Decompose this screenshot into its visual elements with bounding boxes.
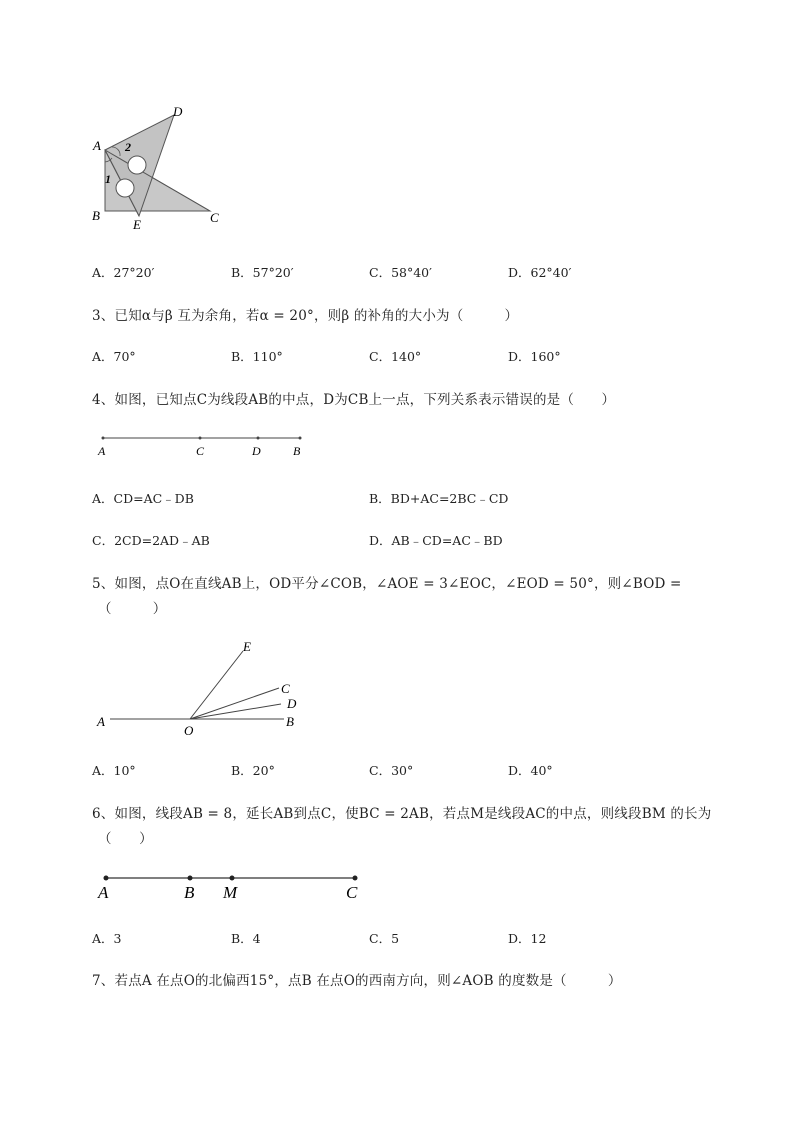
q3-option-c: C．140° xyxy=(369,349,422,364)
q3-question: 3、已知α与β 互为余角，若α = 20°，则β 的补角的大小为（ ） xyxy=(92,308,519,324)
q3-option-b: B．110° xyxy=(231,349,283,364)
fig1-label-c: C xyxy=(210,210,219,225)
q2-option-a: A．27°20′ xyxy=(92,265,155,280)
q4-label-b: B xyxy=(293,444,301,458)
q5-label-c: C xyxy=(281,681,290,696)
q6-option-a: A．3 xyxy=(92,931,122,946)
fig1-label-d: D xyxy=(173,104,183,119)
q4-question: 4、如图，已知点C为线段AB的中点，D为CB上一点，下列关系表示错误的是（ ） xyxy=(92,392,616,408)
q6-question-line1: 6、如图，线段AB = 8，延长AB到点C，使BC = 2AB，若点M是线段AC的中点，则线段BM 的长为 xyxy=(92,806,712,822)
q4-label-d: D xyxy=(252,444,261,458)
q5-question-line1: 5、如图，点O在直线AB上，OD平分∠COB，∠AOE = 3∠EOC，∠EOD = 50°，则∠BOD = xyxy=(92,576,682,592)
q6-option-b: B．4 xyxy=(231,931,261,946)
q2-option-c: C．58°40′ xyxy=(369,265,432,280)
q7-question: 7、若点A 在点O的北偏西15°，点B 在点O的西南方向，则∠AOB 的度数是（ ） xyxy=(92,973,622,989)
q6-label-c: C xyxy=(346,883,358,902)
q5-option-a: A．10° xyxy=(92,763,136,778)
q6-option-c: C．5 xyxy=(369,931,400,946)
q5-question-line2: （ ） xyxy=(98,601,167,617)
q5-option-c: C．30° xyxy=(369,763,414,778)
q6-label-b: B xyxy=(184,883,195,902)
q2-option-b: B．57°20′ xyxy=(231,265,294,280)
q3-option-a: A．70° xyxy=(92,349,136,364)
q5-option-d: D．40° xyxy=(508,763,553,778)
q6-question-line2: （ ） xyxy=(98,831,153,847)
fig1-label-2: 2 xyxy=(125,140,131,154)
q3-option-d: D．160° xyxy=(508,349,561,364)
q4-option-a: A．CD=AC﹣DB xyxy=(92,491,194,506)
fig1-label-e: E xyxy=(133,217,141,232)
q4-label-c: C xyxy=(196,444,205,458)
q5-label-a: A xyxy=(97,714,105,729)
q2-option-d: D．62°40′ xyxy=(508,265,572,280)
q5-label-b: B xyxy=(286,714,294,729)
q5-label-o: O xyxy=(184,723,194,738)
fig1-label-b: B xyxy=(92,208,100,223)
q6-label-m: M xyxy=(223,883,238,902)
fig1-label-a: A xyxy=(93,138,101,153)
q4-option-d: D．AB﹣CD=AC﹣BD xyxy=(369,533,503,548)
q5-option-b: B．20° xyxy=(231,763,275,778)
q6-label-a: A xyxy=(98,883,109,902)
q4-option-c: C．2CD=2AD﹣AB xyxy=(92,533,210,548)
q6-option-d: D．12 xyxy=(508,931,547,946)
q5-label-e: E xyxy=(243,639,251,654)
q5-label-d: D xyxy=(287,696,297,711)
q4-option-b: B．BD+AC=2BC﹣CD xyxy=(369,491,509,506)
fig1-label-1: 1 xyxy=(105,172,111,186)
q4-label-a: A xyxy=(98,444,106,458)
